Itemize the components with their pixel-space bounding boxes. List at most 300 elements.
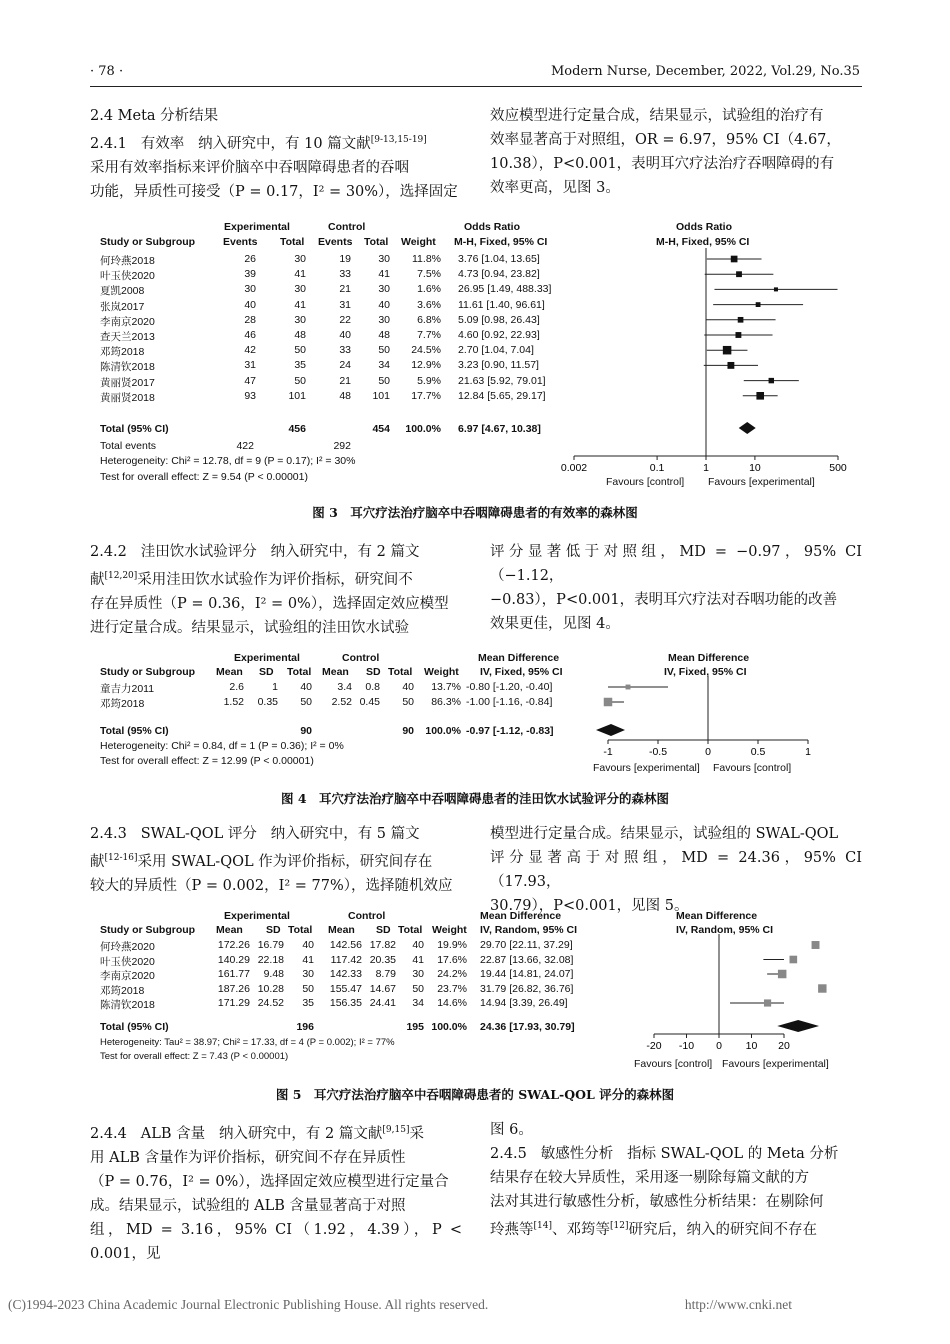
exp-mean: 2.6 <box>229 681 244 693</box>
hdr-mean2: Mean <box>328 924 355 936</box>
exp-total: 50 <box>300 696 312 708</box>
citation: [12] <box>609 1221 629 1231</box>
sec-num: 2.4.3 <box>90 826 127 842</box>
favours-right: Favours [experimental] <box>708 476 815 488</box>
ctl-total: 50 <box>412 982 424 995</box>
text-line: 图 6。 <box>490 1122 533 1138</box>
text-line: 效率显著高于对照组，OR = 6.97，95% CI（4.67， <box>490 132 841 148</box>
exp-total: 101 <box>288 389 306 402</box>
exp-events: 42 <box>244 344 256 357</box>
exp-mean: 161.77 <box>217 968 250 980</box>
study-name: 童吉力2011 <box>100 683 155 695</box>
overall-effect: Test for overall effect: Z = 9.54 (P < 0.00001) <box>100 471 308 483</box>
figure-3-caption: 图 3 耳穴疗法治疗脑卒中吞咽障碍患者的有效率的森林图 <box>312 505 638 520</box>
exp-sd: 16.79 <box>257 939 284 951</box>
tick-label: 10 <box>749 462 761 474</box>
exp-sd: 9.48 <box>263 968 284 980</box>
figure-5 <box>96 908 866 1076</box>
hdr-method: M-H, Fixed, 95% CI <box>454 236 548 248</box>
point-estimate <box>738 317 744 323</box>
hdr-events2: Events <box>318 236 353 248</box>
text-line: 用 ALB 含量作为评价指标，研究间不存在异质性 <box>90 1149 406 1166</box>
exp-sd: 1 <box>272 681 278 693</box>
ci-text: 21.63 [5.92, 79.01] <box>458 374 546 387</box>
events-e2: 292 <box>333 440 351 452</box>
favours-left: Favours [control] <box>606 476 685 488</box>
text-line: 模型进行定量合成。结果显示，试验组的 SWAL-QOL <box>490 826 839 842</box>
favours-left: Favours [experimental] <box>593 762 700 774</box>
favours-left: Favours [control] <box>634 1058 713 1070</box>
ctl-total: 40 <box>402 681 414 693</box>
tick-label: 500 <box>829 462 847 474</box>
forest-plot-3 <box>560 218 866 493</box>
ctl-events: 33 <box>339 268 351 281</box>
weight: 86.3% <box>431 696 461 708</box>
text-line: 功能，异质性可接受（P = 0.17，I² = 30%），选择固定 <box>90 183 458 200</box>
ctl-total: 50 <box>378 344 390 357</box>
ctl-mean: 3.4 <box>337 681 352 693</box>
ctl-total: 48 <box>378 329 390 341</box>
tick-label: 1 <box>805 746 811 758</box>
hdr-study: Study or Subgroup <box>100 924 196 936</box>
ctl-total: 50 <box>402 696 414 708</box>
study-name: 何玲燕2018 <box>100 255 155 267</box>
figure-4 <box>96 650 866 780</box>
ci-text: -1.00 [-1.16, -0.84] <box>466 696 553 708</box>
point-estimate <box>764 999 771 1006</box>
ctl-events: 40 <box>339 329 351 341</box>
sec-241-left <box>90 104 462 204</box>
ctl-mean: 142.56 <box>329 939 362 951</box>
ci-text: 12.84 [5.65, 29.17] <box>458 389 546 402</box>
total-n2: 195 <box>406 1021 424 1033</box>
text-line: 采用洼田饮水试验作为评价指标，研究间不 <box>137 571 413 588</box>
ci-text: -0.80 [-1.20, -0.40] <box>466 681 553 693</box>
hdr-md-plot: Mean Difference <box>668 652 750 664</box>
text-line: 30.79），P<0.001，见图 5。 <box>490 898 689 914</box>
ci-text: 29.70 [22.11, 37.29] <box>480 939 573 951</box>
weight: 14.6% <box>437 997 467 1009</box>
hdr-method: IV, Fixed, 95% CI <box>480 666 563 678</box>
study-name: 李南京2020 <box>100 315 155 328</box>
hdr-sd: SD <box>266 924 281 936</box>
total-n1: 196 <box>296 1021 314 1033</box>
exp-events: 47 <box>244 374 256 387</box>
heterogeneity: Heterogeneity: Chi² = 12.78, df = 9 (P = 0.17); I² = 30% <box>100 455 356 467</box>
study-name: 何玲燕2020 <box>100 941 155 953</box>
text-line: 效率更高，见图 3。 <box>490 180 620 196</box>
text-line: 采用有效率指标来评价脑卒中吞咽障碍患者的吞咽 <box>90 159 409 176</box>
ctl-mean: 155.47 <box>329 982 362 995</box>
exp-total: 40 <box>302 939 314 951</box>
total-n2: 454 <box>372 423 390 435</box>
exp-total: 50 <box>294 344 306 357</box>
pooled-diamond <box>777 1020 819 1032</box>
tick-label: -10 <box>678 1040 695 1052</box>
ctl-total: 40 <box>378 298 390 311</box>
ci-text: 31.79 [26.82, 36.76] <box>480 982 574 995</box>
sec-title: 有效率 <box>140 135 185 152</box>
weight: 1.6% <box>417 283 441 296</box>
exp-mean: 187.26 <box>217 982 250 995</box>
study-name: 李南京2020 <box>100 970 155 982</box>
study-name: 邓筠2018 <box>100 984 145 997</box>
total-weight: 100.0% <box>405 423 441 435</box>
text-line: 采用 SWAL-QOL 作为评价指标，研究间存在 <box>137 853 433 870</box>
ci-text: 4.73 [0.94, 23.82] <box>458 268 540 281</box>
point-estimate <box>736 271 742 277</box>
text-line: 指标 SWAL-QOL 的 Meta 分析 <box>627 1146 839 1162</box>
ctl-total: 30 <box>378 313 390 326</box>
overall-effect: Test for overall effect: Z = 7.43 (P < 0.00001) <box>100 1051 289 1062</box>
tick-label: -1 <box>603 746 613 758</box>
text-line: 评分显著低于对照组，MD = −0.97，95% CI（−1.12， <box>490 544 862 584</box>
total-label: Total (95% CI) <box>100 725 169 737</box>
exp-events: 93 <box>244 389 256 402</box>
weight: 12.9% <box>411 359 441 372</box>
weight: 24.5% <box>411 344 441 357</box>
ctl-events: 21 <box>339 374 351 387</box>
study-name: 查天兰2013 <box>100 331 155 343</box>
point-estimate <box>626 685 631 690</box>
exp-events: 28 <box>244 313 256 326</box>
text-line: 玲燕等 <box>490 1221 534 1238</box>
hdr-control: Control <box>328 221 366 233</box>
point-estimate <box>769 378 774 383</box>
exp-total: 30 <box>294 253 306 265</box>
ctl-events: 19 <box>339 253 351 265</box>
ci-text: 26.95 [1.49, 488.33] <box>458 283 552 296</box>
ctl-sd: 0.45 <box>359 696 380 708</box>
sec-num: 2.4.5 <box>490 1146 527 1162</box>
total-ci: -0.97 [-1.12, -0.83] <box>466 725 554 737</box>
hdr-md-plot: Mean Difference <box>676 910 758 922</box>
text-line: 成。结果显示，试验组的 ALB 含量显著高于对照 <box>90 1197 406 1214</box>
page-number: · 78 · <box>90 64 124 79</box>
text-line: 献 <box>90 571 105 588</box>
ci-text: 11.61 [1.40, 96.61] <box>458 298 545 311</box>
text-line: 纳入研究中，有 2 篇文献 <box>218 1125 383 1142</box>
hdr-events: Events <box>223 236 258 248</box>
exp-total: 41 <box>294 268 306 281</box>
sec-title: SWAL-QOL 评分 <box>140 826 257 842</box>
tick-label: -0.5 <box>648 746 668 758</box>
exp-total: 48 <box>294 329 306 341</box>
text-line: 进行定量合成。结果显示，试验组的洼田饮水试验 <box>90 619 409 636</box>
ctl-total: 101 <box>372 389 390 402</box>
study-name: 夏凯2008 <box>100 285 145 298</box>
events-e1: 422 <box>236 440 254 452</box>
exp-mean: 171.29 <box>217 997 250 1009</box>
citation: [12,20] <box>104 571 138 581</box>
text-line: 评分显著高于对照组，MD = 24.36，95% CI（17.93， <box>490 850 862 890</box>
ci-text: 2.70 [1.04, 7.04] <box>458 344 534 357</box>
heterogeneity: Heterogeneity: Tau² = 38.97; Chi² = 17.33, df = 4 (P = 0.002); I² = 77% <box>100 1037 395 1048</box>
ci-text: 5.09 [0.98, 26.43] <box>458 313 540 326</box>
favours-right: Favours [experimental] <box>722 1058 829 1070</box>
point-estimate <box>723 346 732 355</box>
total-weight: 100.0% <box>425 725 461 737</box>
citation: [12-16] <box>104 853 138 863</box>
exp-sd: 22.18 <box>257 953 284 966</box>
study-name: 邓筠2018 <box>100 698 145 710</box>
ctl-events: 33 <box>339 344 351 357</box>
ctl-total: 41 <box>378 268 390 281</box>
hdr-mean: Mean <box>216 924 243 936</box>
exp-events: 30 <box>244 283 256 296</box>
hdr-total2: Total <box>398 924 423 936</box>
hdr-control: Control <box>342 652 380 664</box>
ctl-sd: 14.67 <box>369 982 396 995</box>
hdr-method-plot: M-H, Fixed, 95% CI <box>656 236 750 248</box>
exp-total: 35 <box>294 359 306 372</box>
weight: 19.9% <box>437 939 467 951</box>
exp-total: 30 <box>294 313 306 326</box>
ctl-sd: 24.41 <box>369 997 396 1009</box>
hdr-control: Control <box>348 910 386 922</box>
study-name: 陈清钦2018 <box>100 361 155 374</box>
total-n1: 90 <box>300 725 312 737</box>
ci-text: 22.87 [13.66, 32.08] <box>480 953 574 966</box>
citation: [9-13,15-19] <box>370 135 427 145</box>
point-estimate <box>731 256 738 263</box>
text-line: 纳入研究中，有 2 篇文 <box>270 544 420 560</box>
ctl-mean: 2.52 <box>331 696 352 708</box>
cnki-url: http://www.cnki.net <box>684 1297 792 1312</box>
ctl-events: 21 <box>339 283 351 296</box>
heterogeneity: Heterogeneity: Chi² = 0.84, df = 1 (P = 0.36); I² = 0% <box>100 740 344 752</box>
ctl-sd: 8.79 <box>375 968 396 980</box>
exp-total: 41 <box>294 298 306 311</box>
tick-label: 20 <box>778 1040 790 1052</box>
pooled-diamond <box>596 724 625 736</box>
sec-243-left <box>90 822 462 898</box>
sec-244-left <box>90 1118 462 1266</box>
hdr-weight: Weight <box>401 236 436 248</box>
weight: 24.2% <box>437 968 467 980</box>
figure-4-caption: 图 4 耳穴疗法治疗脑卒中吞咽障碍患者的洼田饮水试验评分的森林图 <box>280 791 670 806</box>
text-line: 纳入研究中，有 5 篇文 <box>270 826 420 842</box>
point-estimate <box>735 332 741 338</box>
total-n1: 456 <box>288 423 306 435</box>
ctl-mean: 117.42 <box>330 953 362 966</box>
ctl-mean: 156.35 <box>329 997 362 1009</box>
exp-events: 31 <box>244 359 256 372</box>
sec-243-right <box>490 822 862 918</box>
hdr-method: IV, Random, 95% CI <box>480 924 578 936</box>
text-line: 纳入研究中，有 10 篇文献 <box>198 135 371 152</box>
ctl-events: 31 <box>339 298 351 311</box>
point-estimate <box>812 941 820 949</box>
exp-total: 30 <box>294 283 306 296</box>
citation: [9,15] <box>382 1125 410 1135</box>
sec-title: 敏感性分析 <box>540 1146 614 1162</box>
sec-num: 2.4.1 <box>90 135 127 152</box>
hdr-md: Mean Difference <box>480 910 562 922</box>
hdr-method-plot: IV, Fixed, 95% CI <box>664 666 747 678</box>
weight: 13.7% <box>431 681 461 693</box>
total-n2: 90 <box>402 725 414 737</box>
exp-sd: 10.28 <box>257 982 284 995</box>
weight: 5.9% <box>417 374 441 387</box>
sec-245-right <box>490 1118 862 1242</box>
weight: 11.8% <box>412 253 441 265</box>
hdr-total: Total <box>280 236 305 248</box>
ctl-events: 48 <box>339 389 351 402</box>
study-name: 黄丽贤2017 <box>100 376 155 389</box>
tick-label: 0 <box>705 746 711 758</box>
hdr-sd2: SD <box>376 924 391 936</box>
hdr-sd2: SD <box>366 666 381 678</box>
exp-total: 41 <box>302 953 314 966</box>
ctl-events: 22 <box>339 313 351 326</box>
favours-right: Favours [control] <box>713 762 792 774</box>
study-name: 邓筠2018 <box>100 346 145 359</box>
total-weight: 100.0% <box>431 1021 467 1033</box>
hdr-mean2: Mean <box>322 666 349 678</box>
weight: 7.7% <box>417 329 441 341</box>
tick-label: 0.1 <box>649 462 665 474</box>
citation: [14] <box>533 1221 552 1231</box>
hdr-experimental: Experimental <box>234 652 300 664</box>
ci-text: 19.44 [14.81, 24.07] <box>480 968 574 980</box>
sec-241-right <box>490 104 862 200</box>
forest-plot-5 <box>566 908 866 1076</box>
point-estimate <box>774 287 778 291</box>
exp-events: 40 <box>244 298 256 311</box>
study-name: 黄丽贤2018 <box>100 391 155 404</box>
hdr-weight: Weight <box>432 924 467 936</box>
forest-plot-4 <box>566 650 866 780</box>
exp-mean: 172.26 <box>217 939 250 951</box>
hdr-weight: Weight <box>424 666 459 678</box>
figure-3 <box>96 218 866 493</box>
ctl-total: 34 <box>378 359 390 372</box>
text-line: 结果存在较大异质性，采用逐一剔除每篇文献的方 <box>490 1170 809 1186</box>
weight: 3.6% <box>417 298 441 311</box>
ctl-sd: 17.82 <box>369 939 396 951</box>
tick-label: 0.5 <box>750 746 766 758</box>
tick-label: 0 <box>716 1040 722 1052</box>
tick-label: 1 <box>703 462 709 474</box>
ci-text: 4.60 [0.92, 22.93] <box>458 329 540 341</box>
ctl-total: 34 <box>412 997 424 1009</box>
hdr-total: Total <box>287 666 312 678</box>
weight: 23.7% <box>437 982 467 995</box>
ctl-sd: 20.35 <box>369 953 396 966</box>
point-estimate <box>604 698 613 707</box>
total-label: Total (95% CI) <box>100 423 169 435</box>
hdr-experimental: Experimental <box>224 221 290 233</box>
total-ci: 6.97 [4.67, 10.38] <box>458 423 541 435</box>
exp-mean: 1.52 <box>223 696 244 708</box>
exp-total: 35 <box>302 997 314 1009</box>
sec-title: 洼田饮水试验评分 <box>140 544 257 560</box>
text-line: 采 <box>409 1125 424 1142</box>
text-line: 研究后，纳入的研究间不存在 <box>628 1221 817 1238</box>
hdr-method-plot: IV, Random, 95% CI <box>676 924 774 936</box>
weight: 7.5% <box>417 268 441 281</box>
exp-total: 50 <box>302 982 314 995</box>
total-label: Total (95% CI) <box>100 1021 169 1033</box>
ctl-total: 30 <box>412 968 424 980</box>
ci-text: 3.23 [0.90, 11.57] <box>458 359 539 372</box>
footer <box>8 1297 942 1313</box>
sec-num: 2.4.2 <box>90 544 127 560</box>
total-ci: 24.36 [17.93, 30.79] <box>480 1021 575 1033</box>
tick-label: 0.002 <box>560 462 588 474</box>
ctl-total: 30 <box>378 283 390 296</box>
journal-info: Modern Nurse, December, 2022, Vol.29, No.35 <box>550 64 860 79</box>
weight: 17.7% <box>411 389 441 402</box>
study-name: 叶玉侠2020 <box>100 955 155 968</box>
sec-242-right <box>490 540 862 636</box>
point-estimate <box>790 956 798 964</box>
copyright: (C)1994-2023 China Academic Journal Electronic Publishing House. All rights reserved. <box>8 1297 489 1312</box>
header-rule <box>90 86 862 87</box>
text-line: （P = 0.76，I² = 0%），选择固定效应模型进行定量合 <box>90 1173 449 1190</box>
sec-num: 2.4.4 <box>90 1125 127 1142</box>
ctl-total: 50 <box>378 374 390 387</box>
hdr-odds-ratio-plot: Odds Ratio <box>676 221 733 233</box>
hdr-odds-ratio: Odds Ratio <box>464 221 521 233</box>
text-line: 法对其进行敏感性分析，敏感性分析结果：在剔除何 <box>490 1194 824 1210</box>
ctl-events: 24 <box>339 359 351 372</box>
hdr-sd: SD <box>259 666 274 678</box>
weight: 6.8% <box>417 313 441 326</box>
pooled-diamond <box>739 422 756 434</box>
point-estimate <box>818 984 826 992</box>
ctl-total: 40 <box>412 939 424 951</box>
section-title: 2.4 Meta 分析结果 <box>90 108 219 124</box>
exp-total: 30 <box>302 968 314 980</box>
ctl-mean: 142.33 <box>329 968 362 980</box>
exp-sd: 24.52 <box>257 997 284 1009</box>
tick-label: 10 <box>745 1040 758 1052</box>
exp-events: 26 <box>244 253 256 265</box>
exp-events: 39 <box>244 268 256 281</box>
text-line: 献 <box>90 853 105 870</box>
ctl-total: 41 <box>412 953 424 966</box>
study-name: 张岚2017 <box>100 300 145 313</box>
events-label: Total events <box>100 440 157 452</box>
text-line: 效果更佳，见图 4。 <box>490 616 620 632</box>
hdr-study: Study or Subgroup <box>100 236 196 248</box>
text-line: 效应模型进行定量合成，结果显示，试验组的治疗有 <box>490 108 824 124</box>
point-estimate <box>756 302 761 307</box>
figure-5-caption: 图 5 耳穴疗法治疗脑卒中吞咽障碍患者的 SWAL-QOL 评分的森林图 <box>275 1087 675 1102</box>
weight: 17.6% <box>437 953 467 966</box>
point-estimate <box>756 392 764 400</box>
hdr-total2: Total <box>388 666 413 678</box>
text-line: 较大的异质性（P = 0.002，I² = 77%），选择随机效应 <box>90 877 453 894</box>
exp-mean: 140.29 <box>217 953 250 966</box>
ctl-total: 30 <box>378 253 390 265</box>
hdr-mean: Mean <box>216 666 243 678</box>
sec-title: ALB 含量 <box>140 1125 206 1142</box>
text-line: −0.83），P<0.001，表明耳穴疗法对吞咽功能的改善 <box>490 592 838 608</box>
hdr-study: Study or Subgroup <box>100 666 196 678</box>
hdr-total2: Total <box>364 236 389 248</box>
hdr-total: Total <box>288 924 313 936</box>
point-estimate <box>778 970 787 979</box>
exp-sd: 0.35 <box>257 696 278 708</box>
hdr-md: Mean Difference <box>478 652 560 664</box>
ci-text: 14.94 [3.39, 26.49] <box>480 997 568 1009</box>
overall-effect: Test for overall effect: Z = 12.99 (P < 0.00001) <box>100 755 314 767</box>
ci-text: 3.76 [1.04, 13.65] <box>458 253 540 265</box>
point-estimate <box>727 362 734 369</box>
